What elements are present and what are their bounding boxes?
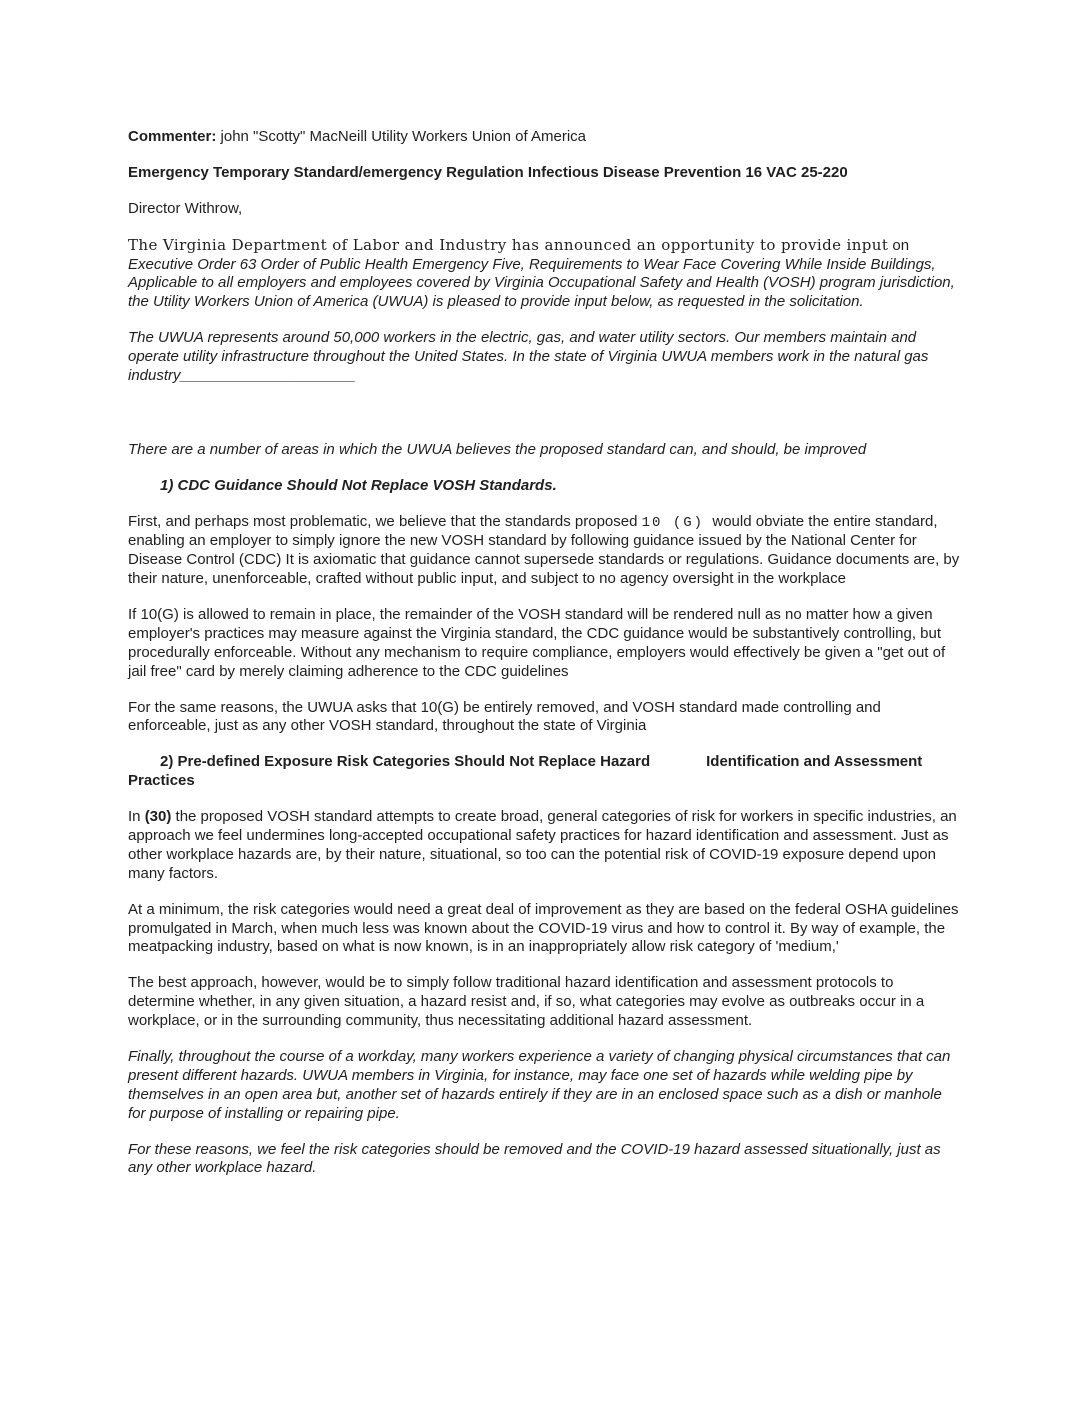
text-run: on bbox=[888, 236, 910, 254]
text-run: For these reasons, we feel the risk categories should be removed and the COVID-19 hazard assessed situationally, just as any other workplace hazard. bbox=[128, 1140, 941, 1177]
text-run: 2) Pre-defined Exposure Risk Categories Should Not Replace Hazard bbox=[160, 753, 651, 771]
text-run: the proposed VOSH standard attempts to create broad, general categories of risk for workers in specific industries, an approach we feel undermines long-accepted occupational safety practices for hazard identification and assessment. Just as other workplace hazards are, by their nature, situational, so too can the potential risk of COVID-19 exposure depend upon many factors. bbox=[128, 808, 957, 882]
salutation bbox=[128, 200, 960, 219]
section-2-paragraph-1 bbox=[128, 808, 960, 884]
section-2-heading bbox=[128, 753, 960, 791]
text-run: In bbox=[128, 808, 145, 826]
commenter-line bbox=[128, 128, 960, 147]
uwua-description-paragraph bbox=[128, 329, 960, 386]
text-run: If 10(G) is allowed to remain in place, the remainder of the VOSH standard will be rendered null as no matter how a given employer's practices may measure against the Virginia standard, the CDC guidance would be substantively controlling, but procedurally enforceable. Without any mechanism to require compliance, employers would effectively be given a "get out of jail free" card by merely claiming adherence to the CDC guidelines bbox=[128, 605, 946, 680]
text-run: At a minimum, the risk categories would need a great deal of improvement as they are based on the federal OSHA guidelines promulgated in March, when much less was known about the COVID-19 virus and how to control it. By way of example, the meatpacking industry, based on what is now known, is in an inappropriately allow risk category of 'medium,' bbox=[128, 900, 959, 956]
text-run: First, and perhaps most problematic, we believe that the standards proposed bbox=[128, 512, 642, 530]
section-2-paragraph-2 bbox=[128, 901, 960, 958]
text-run: john "Scotty" MacNeill Utility Workers Union of America bbox=[220, 128, 587, 145]
text-run: Emergency Temporary Standard/emergency Regulation Infectious Disease Prevention 16 VAC 25-220 bbox=[128, 163, 848, 181]
areas-of-improvement-line bbox=[128, 441, 960, 460]
text-run: The Virginia Department of Labor and Industry has announced an opportunity to provide input bbox=[128, 235, 889, 254]
closing-paragraph bbox=[128, 1141, 960, 1179]
text-run: 10 (G) bbox=[641, 514, 705, 531]
text-run: would obviate the entire standard, enabling an employer to simply ignore the new VOSH standard by following guidance issued by the National Center for Disease Control (CDC) It is axiomatic that guidance cannot supersede standards or regulations. Guidance documents are, by their nature, unenforceable, crafted without public input, and subject to no agency oversight in the workplace bbox=[128, 512, 960, 588]
paragraph-spacer bbox=[128, 403, 960, 441]
text-run: Finally, throughout the course of a workday, many workers experience a variety of changing physical circumstances that can present different hazards. UWUA members in Virginia, for instance, may face one set of hazards while welding pipe by themselves in an open area but, another set of hazards entirely if they are in an enclosed space such as a dish or manhole for purpose of installing or repairing pipe. bbox=[128, 1048, 951, 1122]
text-run: 1) CDC Guidance Should Not Replace VOSH Standards. bbox=[160, 476, 557, 494]
section-1-paragraph-2 bbox=[128, 606, 960, 682]
document-title bbox=[128, 164, 960, 183]
intro-paragraph bbox=[128, 236, 960, 313]
text-run: (30) bbox=[144, 808, 172, 826]
text-run: The UWUA represents around 50,000 workers in the electric, gas, and water utility sectors. Our members maintain and operate utility infrastructure throughout the United States. In the state of Virginia UWUA members work in the natural gas industry_____________________ bbox=[128, 329, 929, 385]
text-run: Director Withrow, bbox=[128, 199, 243, 217]
section-2-paragraph-4 bbox=[128, 1048, 960, 1124]
text-run: The best approach, however, would be to simply follow traditional hazard identification and assessment protocols to determine whether, in any given situation, a hazard resist and, if so, what categories may evolve as outbreaks occur in a workplace, or in the surrounding community, thus necessitating additional hazard assessment. bbox=[128, 974, 925, 1030]
section-1-paragraph-1 bbox=[128, 513, 960, 589]
section-1-heading bbox=[128, 477, 960, 496]
section-1-paragraph-3 bbox=[128, 699, 960, 737]
text-run: Executive Order 63 Order of Public Health Emergency Five, Requirements to Wear Face Covering While Inside Buildings, Applicable to all employers and employees covered by Virginia Occupational Safety and Health (VOSH) program jurisdiction, the Utility Workers Union of America (UWUA) is pleased to provide input below, as requested in the solicitation. bbox=[128, 255, 955, 311]
text-run: Commenter: bbox=[128, 128, 221, 145]
text-run: Identification and Assessment Practices bbox=[128, 753, 923, 790]
text-run: There are a number of areas in which the UWUA believes the proposed standard can, and should, be improved bbox=[128, 440, 867, 458]
section-2-paragraph-3 bbox=[128, 974, 960, 1031]
text-run: For the same reasons, the UWUA asks that 10(G) be entirely removed, and VOSH standard made controlling and enforceable, just as any other VOSH standard, throughout the state of Virginia bbox=[128, 698, 881, 735]
